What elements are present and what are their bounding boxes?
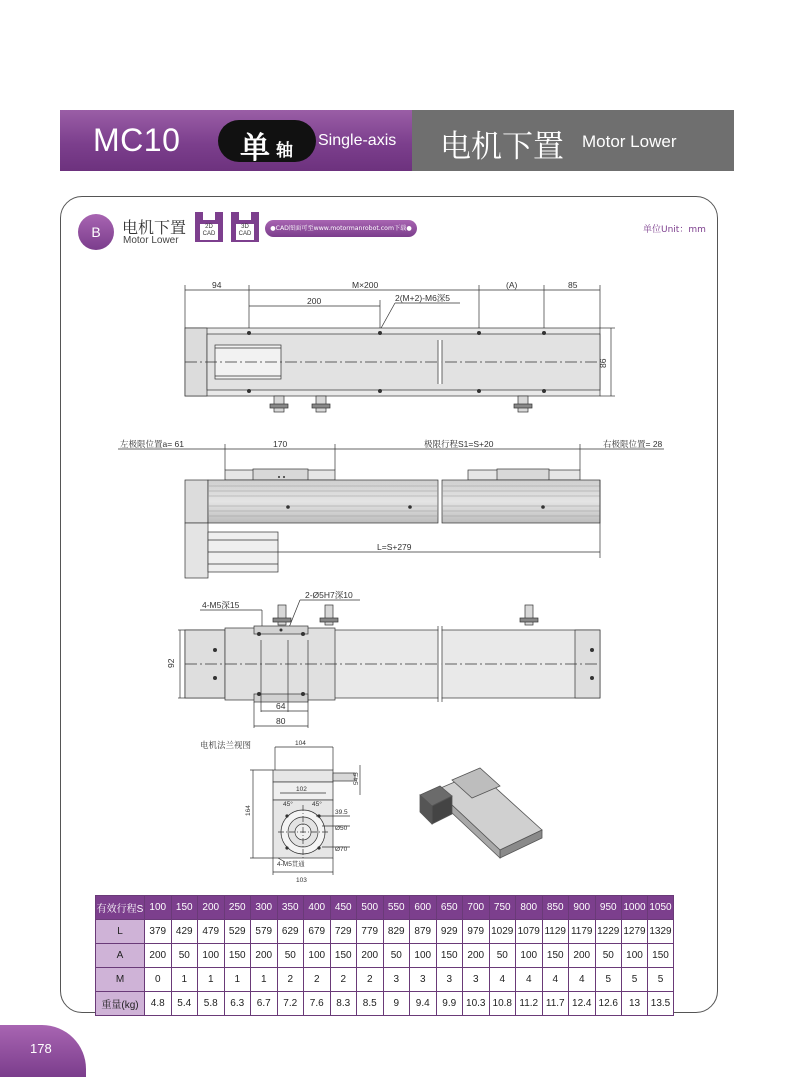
table-cell: 1129: [542, 920, 569, 944]
table-cell: 4.8: [145, 992, 172, 1016]
m5-hole-label: 4-M5深15: [202, 600, 240, 610]
flange-dim-164: 164: [245, 805, 252, 816]
stroke-header-cell: 1050: [648, 896, 674, 920]
table-cell: 529: [224, 920, 251, 944]
stroke-label: 极限行程S1=S+20: [424, 439, 494, 449]
table-cell: 629: [277, 920, 304, 944]
axis-type-small: 轴: [276, 141, 293, 161]
flange-dim-d50: Ø50: [335, 825, 348, 832]
stroke-header-cell: 150: [171, 896, 198, 920]
dim-86: 86: [598, 358, 608, 368]
table-cell: 1179: [569, 920, 596, 944]
table-cell: 0: [145, 968, 172, 992]
table-cell: 4: [542, 968, 569, 992]
table-cell: 150: [330, 944, 357, 968]
table-cell: 5: [595, 968, 622, 992]
flange-dim-104: 104: [295, 740, 306, 747]
dim-a: (A): [506, 280, 518, 290]
stroke-header-cell: 700: [463, 896, 490, 920]
row-header: L: [96, 920, 145, 944]
table-cell: 2: [357, 968, 384, 992]
table-cell: 150: [436, 944, 463, 968]
table-cell: 729: [330, 920, 357, 944]
dim-80: 80: [276, 716, 286, 726]
table-cell: 1: [171, 968, 198, 992]
table-cell: 5.8: [198, 992, 225, 1016]
table-cell: 11.7: [542, 992, 569, 1016]
table-cell: 4: [569, 968, 596, 992]
table-row: [96, 992, 674, 1016]
section-title-en: Motor Lower: [123, 235, 179, 246]
row-header: M: [96, 968, 145, 992]
table-cell: 100: [304, 944, 331, 968]
stroke-header-cell: 100: [145, 896, 172, 920]
table-cell: 7.2: [277, 992, 304, 1016]
table-cell: 11.2: [516, 992, 543, 1016]
axis-type-big: 单: [240, 131, 270, 166]
unit-label: 单位Unit：mm: [643, 225, 706, 235]
table-cell: 1029: [489, 920, 516, 944]
flange-dim-d70: Ø70: [335, 846, 348, 853]
row-header: 重量(kg): [96, 992, 145, 1016]
table-cell: 1329: [648, 920, 674, 944]
table-cell: 3: [463, 968, 490, 992]
table-cell: 679: [304, 920, 331, 944]
table-cell: 479: [198, 920, 225, 944]
table-cell: 4: [516, 968, 543, 992]
flange-angle-right: 45°: [312, 801, 322, 808]
table-cell: 1: [251, 968, 278, 992]
table-cell: 1229: [595, 920, 622, 944]
table-cell: 12.6: [595, 992, 622, 1016]
table-cell: 979: [463, 920, 490, 944]
mount-type-en: Motor Lower: [582, 132, 677, 151]
table-cell: 379: [145, 920, 172, 944]
table-cell: 8.5: [357, 992, 384, 1016]
dim-200: 200: [307, 296, 322, 306]
table-cell: 10.8: [489, 992, 516, 1016]
table-row: [96, 968, 674, 992]
left-limit-label: 左极限位置a= 61: [120, 439, 185, 449]
table-cell: 9: [383, 992, 410, 1016]
stroke-header-cell: 200: [198, 896, 225, 920]
cad-download-link[interactable]: ●CAD图面可至www.motormanrobot.com下载●: [265, 220, 417, 237]
table-cell: 6.7: [251, 992, 278, 1016]
table-cell: 429: [171, 920, 198, 944]
table-cell: 579: [251, 920, 278, 944]
stroke-header-cell: 300: [251, 896, 278, 920]
stroke-header-cell: 550: [383, 896, 410, 920]
dim-94: 94: [212, 280, 222, 290]
hole-spec-top: 2(M+2)-M6深5: [395, 293, 451, 303]
table-cell: 100: [410, 944, 437, 968]
mount-type-cn: 电机下置: [440, 129, 564, 165]
table-cell: 200: [251, 944, 278, 968]
table-cell: 3: [436, 968, 463, 992]
table-cell: 150: [542, 944, 569, 968]
table-cell: 3: [383, 968, 410, 992]
stroke-header-cell: 1000: [622, 896, 648, 920]
cad-2d-icon[interactable]: 2D CAD: [195, 212, 223, 242]
table-cell: 150: [648, 944, 674, 968]
table-cell: 9.4: [410, 992, 437, 1016]
table-cell: 50: [383, 944, 410, 968]
flange-hole-label: 4-M5贯通: [277, 861, 305, 868]
table-row: [96, 944, 674, 968]
table-cell: 200: [357, 944, 384, 968]
model-name: MC10: [93, 122, 181, 158]
table-cell: 929: [436, 920, 463, 944]
pin-hole-label: 2-Ø5H7深10: [305, 590, 353, 600]
table-cell: 1079: [516, 920, 543, 944]
table-cell: 50: [595, 944, 622, 968]
table-row: [96, 896, 674, 920]
stroke-header-cell: 750: [489, 896, 516, 920]
axis-type-en: Single-axis: [318, 132, 397, 149]
table-cell: 5: [648, 968, 674, 992]
row-header: 有效行程S: [96, 896, 145, 920]
table-cell: 879: [410, 920, 437, 944]
total-length-label: L=S+279: [377, 542, 412, 552]
table-cell: 100: [198, 944, 225, 968]
dim-pitch: M×200: [352, 280, 379, 290]
table-cell: 200: [463, 944, 490, 968]
flange-view-title: 电机法兰视图: [200, 740, 252, 750]
table-cell: 50: [171, 944, 198, 968]
table-row: [96, 920, 674, 944]
table-cell: 2: [304, 968, 331, 992]
flange-dim-545: 54.5: [353, 772, 360, 785]
flange-dim-395: 39.5: [335, 809, 348, 816]
dim-170: 170: [273, 439, 288, 449]
table-cell: 150: [224, 944, 251, 968]
table-cell: 13: [622, 992, 648, 1016]
stroke-header-cell: 900: [569, 896, 596, 920]
table-cell: 8.3: [330, 992, 357, 1016]
table-cell: 5: [622, 968, 648, 992]
table-cell: 2: [330, 968, 357, 992]
flange-angle-left: 45°: [283, 801, 293, 808]
table-cell: 6.3: [224, 992, 251, 1016]
table-cell: 10.3: [463, 992, 490, 1016]
table-cell: 200: [569, 944, 596, 968]
table-cell: 829: [383, 920, 410, 944]
table-cell: 12.4: [569, 992, 596, 1016]
section-badge: B: [78, 214, 114, 250]
cad-3d-icon[interactable]: 3D CAD: [231, 212, 259, 242]
stroke-header-cell: 650: [436, 896, 463, 920]
dim-64: 64: [276, 701, 286, 711]
table-cell: 1: [198, 968, 225, 992]
right-limit-label: 右极限位置= 28: [603, 439, 663, 449]
stroke-header-cell: 500: [357, 896, 384, 920]
stroke-header-cell: 850: [542, 896, 569, 920]
page-number: 178: [30, 1041, 52, 1056]
stroke-header-cell: 400: [304, 896, 331, 920]
spec-table: [95, 895, 674, 1016]
stroke-header-cell: 800: [516, 896, 543, 920]
stroke-header-cell: 450: [330, 896, 357, 920]
table-cell: 1: [224, 968, 251, 992]
stroke-header-cell: 250: [224, 896, 251, 920]
section-title-cn: 电机下置: [122, 218, 187, 237]
table-cell: 50: [489, 944, 516, 968]
dim-85: 85: [568, 280, 578, 290]
table-cell: 7.6: [304, 992, 331, 1016]
table-cell: 4: [489, 968, 516, 992]
table-cell: 779: [357, 920, 384, 944]
table-cell: 9.9: [436, 992, 463, 1016]
table-cell: 100: [622, 944, 648, 968]
row-header: A: [96, 944, 145, 968]
table-cell: 100: [516, 944, 543, 968]
stroke-header-cell: 600: [410, 896, 437, 920]
flange-dim-103: 103: [296, 877, 307, 884]
stroke-header-cell: 950: [595, 896, 622, 920]
table-cell: 200: [145, 944, 172, 968]
flange-dim-102: 102: [296, 786, 307, 793]
table-cell: 50: [277, 944, 304, 968]
table-cell: 2: [277, 968, 304, 992]
table-cell: 5.4: [171, 992, 198, 1016]
dim-92: 92: [166, 658, 176, 668]
stroke-header-cell: 350: [277, 896, 304, 920]
table-cell: 13.5: [648, 992, 674, 1016]
table-cell: 1279: [622, 920, 648, 944]
table-cell: 3: [410, 968, 437, 992]
